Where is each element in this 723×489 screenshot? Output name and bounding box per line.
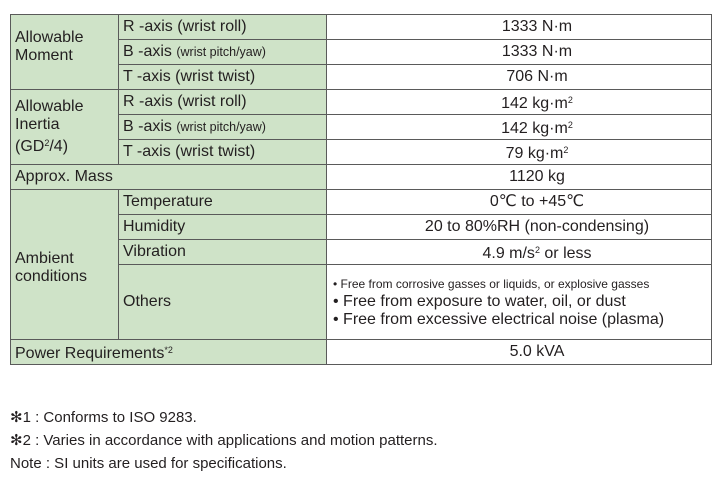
moment-b-axis-value: 1333 N·m [327,40,712,65]
moment-t-axis-label: T -axis (wrist twist) [119,65,327,90]
table-row [11,340,712,365]
inertia-t-axis-value: 79 $kg\cdot m^2$ [327,140,712,165]
power-requirements-label: Power Requirements$^{*2}$ [11,340,327,365]
vibration-label: Vibration [119,240,327,265]
temperature-value: 0℃ to +45℃ [327,190,712,215]
table-row [11,15,712,40]
footnote-1: ✻1 : Conforms to ISO 9283. [10,409,197,426]
inertia-r-axis-label: R -axis (wrist roll) [119,90,327,115]
allowable-inertia-label: Allowable Inertia $(GD^2/4)$ [11,90,119,165]
footnote-2: ✻2 : Varies in accordance with applications and motion patterns. [10,432,438,449]
table-row [11,90,712,115]
specification-table [10,14,712,365]
temperature-label: Temperature [119,190,327,215]
others-label: Others [119,265,327,340]
moment-b-axis-label: B -axis (wrist pitch/yaw) [119,40,327,65]
others-item: • Free from corrosive gasses or liquids, or explosive gasses [333,277,650,291]
moment-r-axis-label: R -axis (wrist roll) [119,15,327,40]
vibration-value: 4.9 $m/s^2$ or less [327,240,712,265]
others-item: • Free from excessive electrical noise (plasma) [333,311,665,328]
inertia-b-axis-value: 142 $kg\cdot m^2$ [327,115,712,140]
humidity-value: 20 to 80%RH (non-condensing) [327,215,712,240]
mass-value: 1120 kg [327,165,712,190]
moment-r-axis-value: 1333 N·m [327,15,712,40]
power-requirements-value: 5.0 kVA [327,340,712,365]
footnote-3: Note : SI units are used for specifications. [10,455,287,472]
moment-t-axis-value: 706 N·m [327,65,712,90]
table-row [11,165,712,190]
others-value-list [327,265,712,340]
others-item: • Free from exposure to water, oil, or dust [333,293,626,310]
mass-label: Approx. Mass [11,165,327,190]
humidity-label: Humidity [119,215,327,240]
footnotes [10,406,438,475]
inertia-r-axis-value: 142 $kg\cdot m^2$ [327,90,712,115]
table-row [11,190,712,215]
ambient-conditions-label: Ambient conditions [11,190,119,340]
allowable-moment-label: Allowable Moment [11,15,119,90]
inertia-b-axis-label: B -axis (wrist pitch/yaw) [119,115,327,140]
inertia-t-axis-label: T -axis (wrist twist) [119,140,327,165]
